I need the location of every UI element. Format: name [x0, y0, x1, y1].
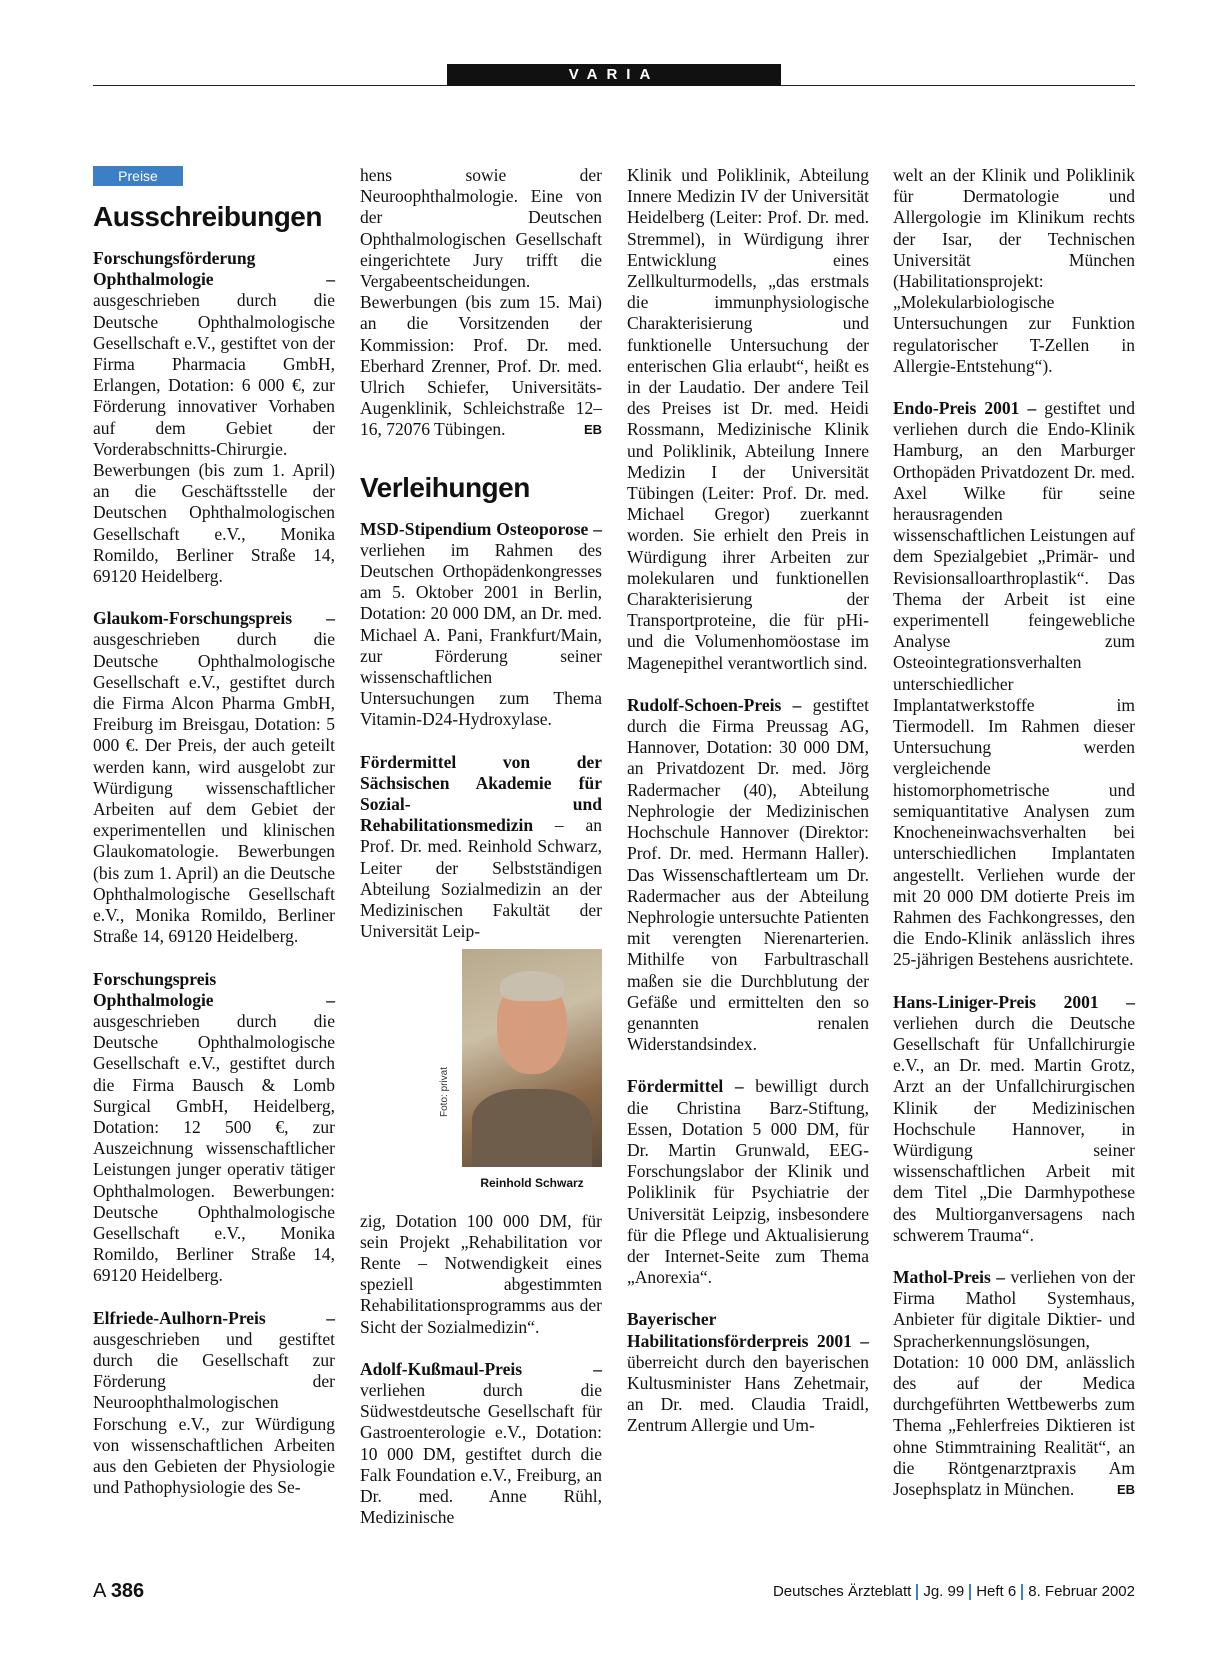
paragraph [627, 1309, 869, 1436]
paragraph-text: zig, Dotation 100 000 DM, für sein Projekt „Rehabilitation vor Rente – Notwendigkeit eines speziell abgestimmten Rehabilitationsprogramms aus der Sicht der Sozialmedizin“. [360, 1210, 602, 1337]
paragraph-text: ausgeschrieben durch die Deutsche Ophthalmologische Gesellschaft e.V., gestiftet von der Firma Pharmacia GmbH, Erlangen, Dotation: 6 000 €, zur Förderung innovativer Vorhaben auf dem Gebiet der Vorderabschnitts-Chirurgie. Bewerbungen (bis zum 1. April) an die Geschäftsstelle der Deutschen Ophthalmologischen Gesellschaft e.V., Monika Romildo, Berliner Straße 14, 69120 Heidelberg. [93, 290, 335, 587]
paragraph [627, 1076, 869, 1288]
award-title: Fördermittel von der Sächsischen Akademie für Sozial- und Rehabilitationsmedizin [360, 751, 602, 836]
award-title: Mathol-Preis – [893, 1266, 1006, 1287]
column-1 [93, 165, 335, 1519]
author-signature: EB [1116, 1481, 1135, 1497]
journal-info [773, 1583, 1135, 1600]
paragraph [893, 1267, 1135, 1500]
paragraph [893, 398, 1135, 970]
paragraph [893, 165, 1135, 377]
paragraph-text: hens sowie der Neuroophthalmologie. Eine von der Deutschen Ophthalmologischen Gesellschaft eingerichtete Jury trifft die Vergabeentscheidungen. Bewerbungen (bis zum 15. Mai) an die Vorsitzenden der Kommission: Prof. Dr. med. Eberhard Zrenner, Prof. Dr. med. Ulrich Schiefer, Universitäts-Augenklinik, Schleichstraße 12–16, 72076 Tübingen. [360, 165, 602, 440]
paragraph-text: – an Prof. Dr. med. Reinhold Schwarz, Leiter der Selbstständigen Abteilung Sozialmedizin an der Medizinischen Fakultät der Universität Leip- [360, 815, 602, 942]
heading-ausschreibungen: Ausschreibungen [93, 201, 322, 232]
paragraph-text: ausgeschrieben und gestiftet durch die Gesellschaft zur Förderung der Neuroophthalmologischen Forschung e.V., zur Würdigung von wissenschaftlichen Arbeiten aus den Gebieten der Physiologie und Pathophysiologie des Se- [93, 1328, 335, 1498]
paragraph [93, 248, 335, 587]
paragraph [360, 165, 602, 441]
paragraph-text: überreicht durch den bayerischen Kultusminister Hans Zehetmair, an Dr. med. Claudia Traidl, Zentrum Allergie und Um- [627, 1351, 869, 1436]
award-title: Bayerischer Habilitationsförderpreis 2001 – [627, 1309, 869, 1351]
paragraph-text: gestiftet durch die Firma Preussag AG, Hannover, Dotation: 30 000 DM, an Privatdozent Dr. med. Jörg Radermacher (40), Abteilung Nephrologie der Medizinischen Hochschule Hannover (Direktor: Prof. Dr. med. Hermann Haller). Das Wissenschaftlerteam um Dr. Radermacher aus der Abteilung Nephrologie untersuchte Patienten mit verengten Nierenarterien. Mithilfe von Farbultraschall maßen sie die Durchblutung der Gefäße und ermittelten den so genannten renalen Widerstandsindex. [627, 694, 870, 1055]
photo-credit: Foto: privat [439, 1066, 450, 1117]
paragraph [360, 1211, 602, 1338]
award-title: Adolf-Kußmaul-Preis – [360, 1358, 602, 1379]
photo-caption: Reinhold Schwarz [480, 1175, 584, 1190]
paragraph [627, 165, 869, 674]
award-title: Elfriede-Aulhorn-Preis – [93, 1307, 335, 1328]
paragraph [93, 969, 335, 1287]
paragraph-text: gestiftet und verliehen durch die Endo-Klinik Hamburg, an den Marburger Orthopäden Privatdozent Dr. med. Axel Wilke für seine herausragenden wissenschaftlichen Leistungen auf dem Spezialgebiet „Primär- und Revisionsalloarthroplastik“. Das Thema der Arbeit ist eine experimentell feingewebliche Analyse zum Osteointegrationsverhalten unterschiedlicher Implantatwerkstoffe im Tiermodell. Im Rahmen dieser Untersuchung werden vergleichende histomorphometrische und semiquantitative Analysen zum Knocheneinwachsverhalten bei unterschiedlichen Implantaten angestellt. Verliehen wurde der mit 20 000 DM dotierte Preis im Rahmen des Fachkongresses, den die Endo-Klinik anlässlich ihres 25-jährigen Bestehens ausrichtete. [893, 398, 1136, 970]
paragraph [627, 695, 869, 1055]
journal-date: 8. Februar 2002 [1028, 1583, 1135, 1600]
journal-issue: Heft 6 [976, 1583, 1017, 1600]
page-number-value: 386 [110, 1580, 145, 1602]
award-title: Hans-Liniger-Preis 2001 – [893, 991, 1135, 1012]
column-3 [627, 165, 869, 1458]
award-title: Forschungsförderung Ophthalmologie – [93, 248, 335, 290]
portrait-image [462, 949, 602, 1167]
category-tag: Preise [93, 166, 183, 186]
paragraph-text: ausgeschrieben durch die Deutsche Ophthalmologische Gesellschaft e.V., gestiftet durch die Firma Bausch & Lomb Surgical GmbH, Heidelberg, Dotation: 12 500 €, zur Auszeichnung wissenschaftlicher Leistungen junger operativ tätiger Ophthalmologen. Bewerbungen: Deutsche Ophthalmologische Gesellschaft e.V., Monika Romildo, Berliner Straße 14, 69120 Heidelberg. [93, 1010, 335, 1286]
award-title: Glaukom-Forschungspreis – [93, 608, 335, 629]
journal-volume: Jg. 99 [923, 1583, 965, 1600]
paragraph-text: welt an der Klinik und Poliklinik für Dermatologie und Allergologie im Klinikum rechts der Isar, der Technischen Universität München (Habilitationsprojekt: „Molekularbiologische Untersuchungen zur Funktion regulatorischer T-Zellen in Allergie-Entstehung“). [893, 165, 1135, 376]
paragraph [893, 992, 1135, 1246]
column-2 [360, 165, 602, 1549]
award-title: Rudolf-Schoen-Preis – [627, 694, 802, 715]
page-prefix: A [93, 1580, 106, 1602]
award-title: Forschungspreis Ophthalmologie – [93, 968, 335, 1010]
award-title: MSD-Stipendium Osteoporose – [360, 518, 602, 539]
paragraph-text: Klinik und Poliklinik, Abteilung Innere Medizin IV der Universität Heidelberg (Leiter: Prof. Dr. med. Stremmel), in Würdigung ihrer Entwicklung eines Zellkulturmodells, „das erstmals die immunphysiologische Charakterisierung und funktionelle Untersuchung der enterischen Glia erlaubt“, heißt es in der Laudatio. Der andere Teil des Preises ist Dr. med. Heidi Rossmann, Medizinische Klinik und Poliklinik, Abteilung Innere Medizin I der Universität Tübingen (Leiter: Prof. Dr. med. Michael Gregor) zuerkannt worden. Sie erhielt den Preis in Würdigung ihrer Arbeiten zur molekularen und funktionellen Charakterisierung der Transportproteine, die für pHi- und die Volumenhomöostase im Magenepithel verantwortlich sind. [627, 165, 869, 673]
award-title: Fördermittel – [627, 1076, 744, 1097]
paragraph [360, 519, 602, 731]
section-label: VARIA [447, 64, 781, 86]
author-signature: EB [583, 422, 602, 438]
portrait-photo [360, 949, 602, 1201]
paragraph-text: bewilligt durch die Christina Barz-Stiftung, Essen, Dotation 5 000 DM, für Dr. Martin Grunwald, EEG-Forschungslabor der Klinik und Poliklinik für Psychiatrie der Universität Leipzig, insbesondere für die Pflege und Aktualisierung der Internet-Seite zum Thema „Anorexia“. [627, 1076, 870, 1288]
page-footer [93, 1580, 1135, 1606]
heading-verleihungen: Verleihungen [360, 471, 530, 503]
award-title: Endo-Preis 2001 – [893, 398, 1037, 419]
paragraph [93, 608, 335, 947]
page-number [93, 1580, 144, 1603]
paragraph-text: verliehen durch die Deutsche Gesellschaft für Unfallchirurgie e.V., an Dr. med. Martin Grotz, Arzt an der Unfallchirurgischen Klinik der Medizinischen Hochschule Hannover, in Würdigung seiner wissenschaftlichen Arbeit mit dem Titel „Die Darmhypothese des Multiorganversagens nach schwerem Trauma“. [893, 1012, 1135, 1245]
paragraph-text: verliehen im Rahmen des Deutschen Orthopädenkongresses am 5. Oktober 2001 in Berlin, Dotation: 20 000 DM, an Dr. med. Michael A. Pani, Frankfurt/Main, zur Förderung seiner wissenschaftlichen Untersuchungen zum Thema Vitamin-D24-Hydroxylase. [360, 539, 602, 730]
paragraph-text: ausgeschrieben durch die Deutsche Ophthalmologische Gesellschaft e.V., gestiftet durch die Firma Alcon Pharma GmbH, Freiburg im Breisgau, Dotation: 5 000 €. Der Preis, der auch geteilt werden kann, wird ausgelobt zur Würdigung wissenschaftlicher Arbeiten auf dem Gebiet der experimentellen und klinischen Glaukomatologie. Bewerbungen (bis zum 1. April) an die Deutsche Ophthalmologische Gesellschaft e.V., Monika Romildo, Berliner Straße 14, 69120 Heidelberg. [93, 629, 335, 947]
column-4 [893, 165, 1135, 1521]
paragraph-text: verliehen durch die Südwestdeutsche Gesellschaft für Gastroenterologie e.V., Dotation: 10 000 DM, gestiftet durch die Falk Foundation e.V., Freiburg, an Dr. med. Anne Rühl, Medizinische [360, 1379, 602, 1528]
paragraph [360, 752, 602, 943]
paragraph [360, 1359, 602, 1529]
paragraph [93, 1308, 335, 1499]
paragraph-text: verliehen von der Firma Mathol Systemhaus, Anbieter für digitale Diktier- und Spracherkennungslösungen, Dotation: 10 000 DM, anlässlich des auf der Medica durchgeführten Wettbewerbs zum Thema „Fehlerfreies Diktieren ist ohne Stimmtraining Realität“, an die Röntgenarztpraxis Am Josephsplatz in München. [893, 1266, 1135, 1499]
journal-name: Deutsches Ärzteblatt [772, 1583, 912, 1600]
